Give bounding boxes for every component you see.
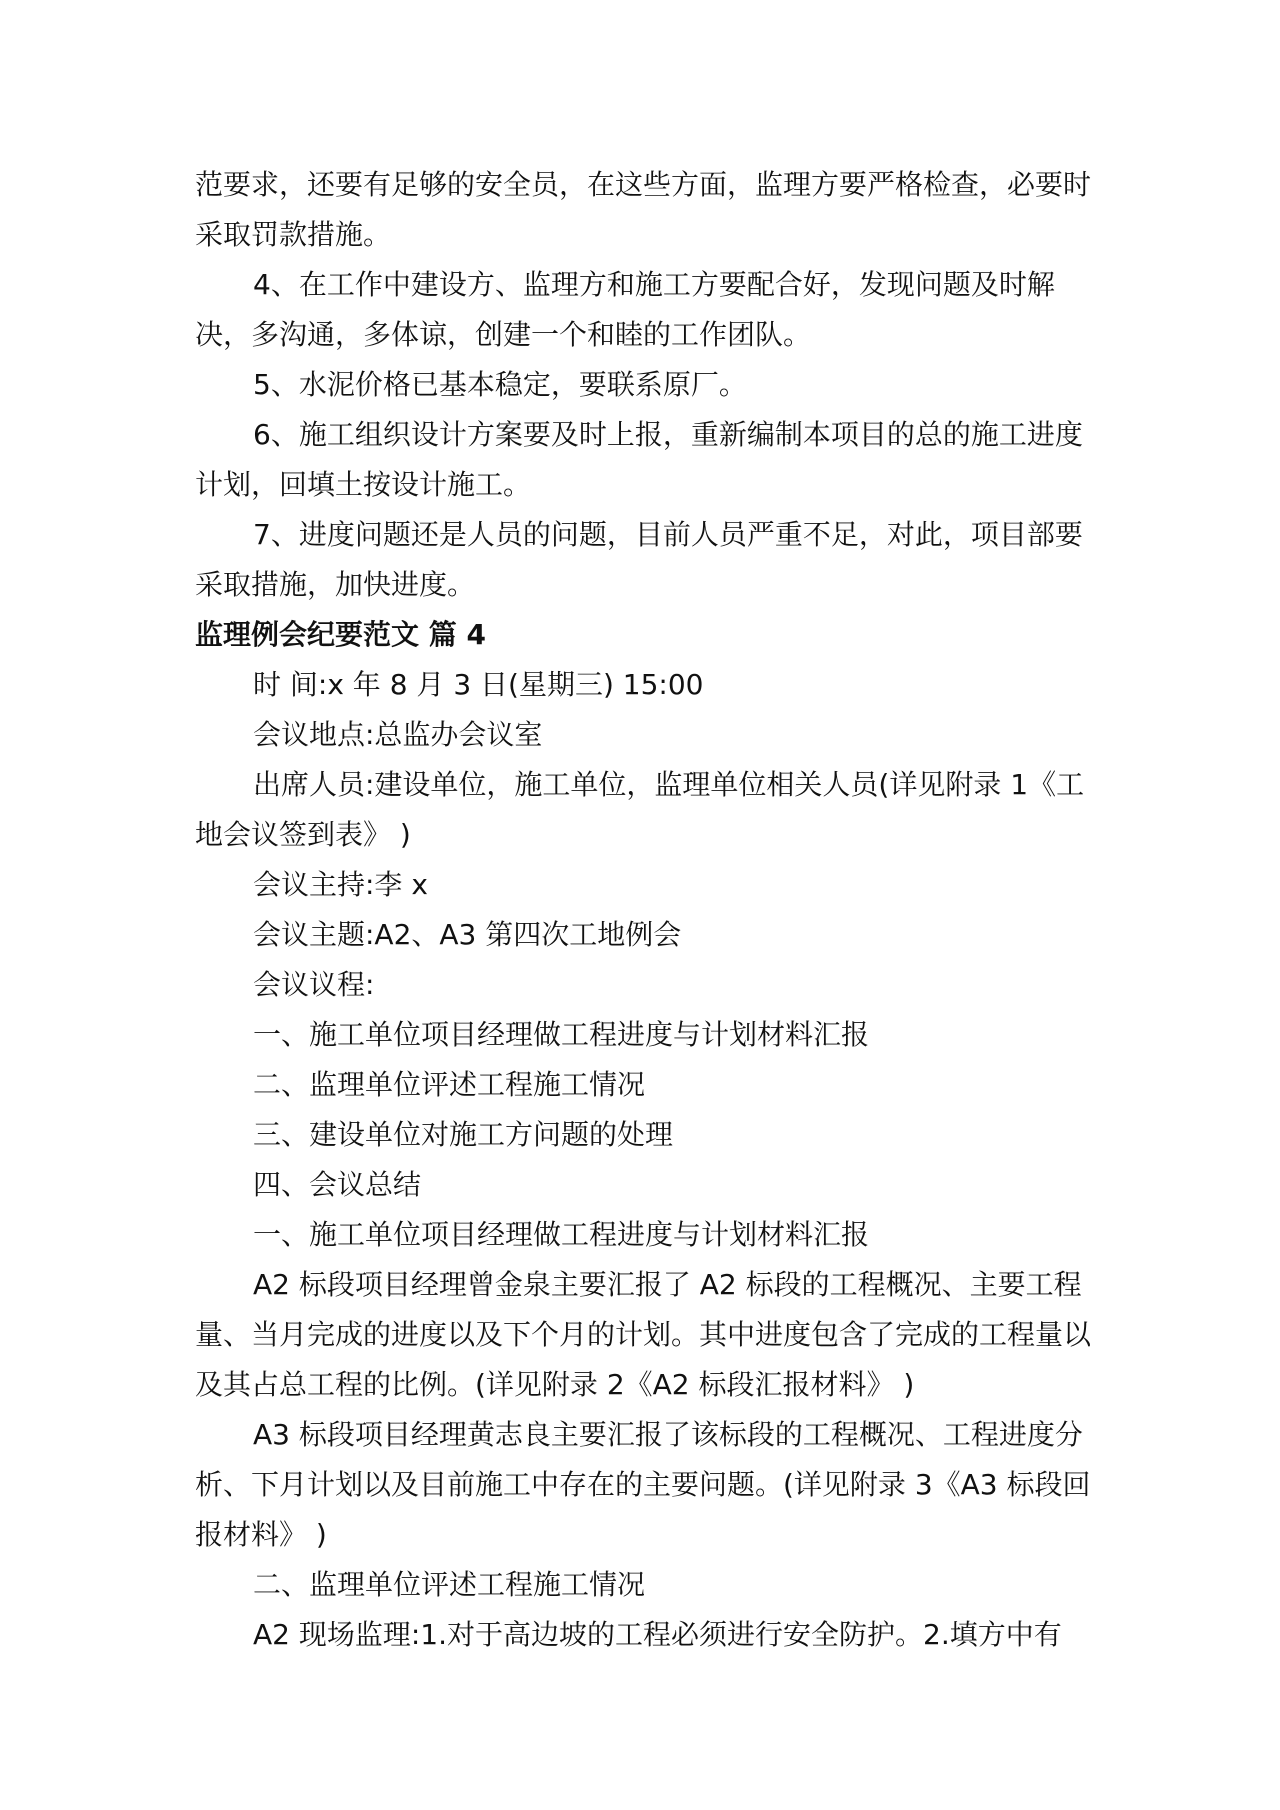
paragraph: A3 标段项目经理黄志良主要汇报了该标段的工程概况、工程进度分析、下月计划以及目前施工中存在的主要问题。(详见附录 3《A3 标段回报材料》 ) (195, 1418, 1091, 1551)
paragraph: A2 标段项目经理曾金泉主要汇报了 A2 标段的工程概况、主要工程量、当月完成的进度以及下个月的计划。其中进度包含了完成的工程量以及其占总工程的比例。(详见附录 2《A2 标段汇报材料》 ) (195, 1268, 1092, 1401)
meeting-host: 会议主持:李 x (253, 868, 428, 901)
paragraph: 5、水泥价格已基本稳定，要联系原厂。 (253, 368, 747, 401)
section-heading: 监理例会纪要范文 篇 4 (195, 618, 486, 651)
paragraph: 6、施工组织设计方案要及时上报，重新编制本项目的总的施工进度计划，回填土按设计施工。 (195, 418, 1083, 501)
document-body (195, 160, 1095, 1660)
meeting-topic: 会议主题:A2、A3 第四次工地例会 (253, 918, 682, 951)
meeting-location: 会议地点:总监办会议室 (253, 718, 543, 751)
paragraph: 4、在工作中建设方、监理方和施工方要配合好，发现问题及时解决，多沟通，多体谅，创建一个和睦的工作团队。 (195, 268, 1055, 351)
paragraph: 范要求，还要有足够的安全员，在这些方面，监理方要严格检查，必要时采取罚款措施。 (195, 168, 1092, 251)
section-subheading: 一、施工单位项目经理做工程进度与计划材料汇报 (253, 1218, 870, 1251)
agenda-item: 二、监理单位评述工程施工情况 (253, 1068, 646, 1101)
paragraph: 7、进度问题还是人员的问题，目前人员严重不足，对此，项目部要采取措施，加快进度。 (195, 518, 1083, 601)
meeting-attendees: 出席人员:建设单位，施工单位，监理单位相关人员(详见附录 1《工地会议签到表》 ) (195, 768, 1085, 851)
agenda-title: 会议议程: (253, 968, 375, 1001)
agenda-item: 四、会议总结 (253, 1168, 422, 1201)
paragraph: A2 现场监理:1.对于高边坡的工程必须进行安全防护。2.填方中有 (253, 1618, 1062, 1651)
agenda-item: 一、施工单位项目经理做工程进度与计划材料汇报 (253, 1018, 870, 1051)
section-subheading: 二、监理单位评述工程施工情况 (253, 1568, 646, 1601)
agenda-item: 三、建设单位对施工方问题的处理 (253, 1118, 674, 1151)
meeting-time: 时 间:x 年 8 月 3 日(星期三) 15:00 (253, 668, 704, 701)
